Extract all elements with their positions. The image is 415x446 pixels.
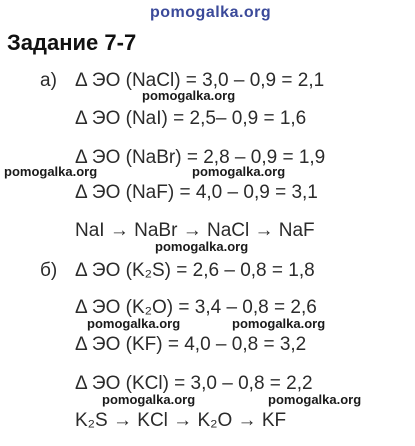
watermark: pomogalka.org [87, 316, 181, 331]
watermark: pomogalka.org [102, 392, 196, 407]
task-title: Задание 7-7 [7, 30, 137, 55]
part-b-line-5: K₂S → KCl → K₂O → KF [75, 410, 287, 431]
part-a-line-4: Δ ЭО (NaF) = 4,0 – 0,9 = 3,1 [75, 182, 318, 203]
part-b-line-4: Δ ЭО (KCl) = 3,0 – 0,8 = 2,2 [75, 373, 313, 394]
watermark: pomogalka.org [192, 164, 286, 179]
part-b-line-3: Δ ЭО (KF) = 4,0 – 0,8 = 3,2 [75, 334, 307, 355]
watermark: pomogalka.org [155, 239, 249, 254]
part-b-line-1: Δ ЭО (K₂S) = 2,6 – 0,8 = 1,8 [75, 260, 315, 281]
part-a-line-3: Δ ЭО (NaBr) = 2,8 – 0,9 = 1,9 [75, 147, 326, 168]
part-b-line-2: Δ ЭО (K₂O) = 3,4 – 0,8 = 2,6 [75, 297, 317, 318]
watermark: pomogalka.org [142, 88, 236, 103]
part-a-line-5: NaI → NaBr → NaCl → NaF [75, 220, 315, 241]
watermark: pomogalka.org [268, 392, 362, 407]
part-b-marker: б) [40, 260, 58, 281]
part-a-line-2: Δ ЭО (NaI) = 2,5– 0,9 = 1,6 [75, 108, 307, 129]
watermark: pomogalka.org [232, 316, 326, 331]
part-a-marker: а) [40, 70, 57, 91]
watermark-top: pomogalka.org [150, 4, 272, 21]
part-a-line-1: Δ ЭО (NaCl) = 3,0 – 0,9 = 2,1 [75, 70, 325, 91]
watermark: pomogalka.org [4, 164, 98, 179]
